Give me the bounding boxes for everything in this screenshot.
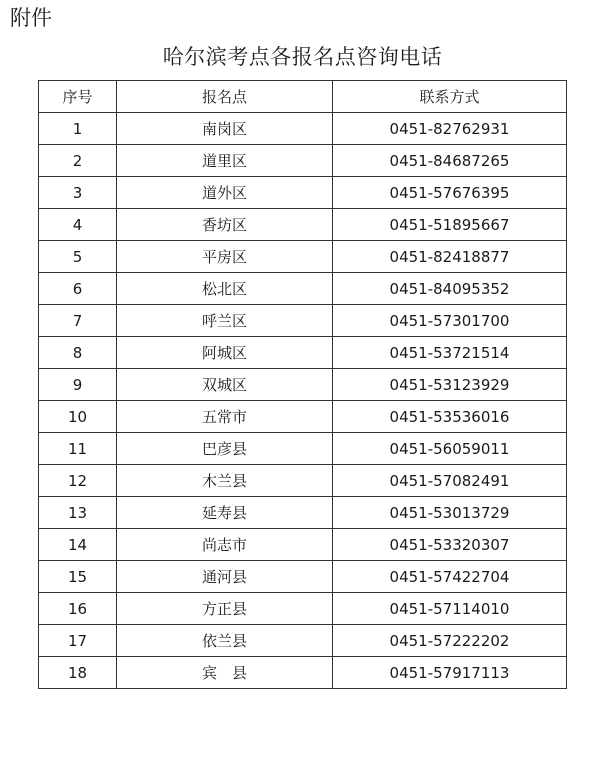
table-body (39, 113, 567, 689)
row-number: 10 (39, 401, 117, 433)
row-number: 2 (39, 145, 117, 177)
row-number: 11 (39, 433, 117, 465)
table-row (39, 465, 567, 497)
registration-site: 方正县 (117, 593, 333, 625)
phone-number: 0451-53536016 (333, 401, 567, 433)
registration-site: 尚志市 (117, 529, 333, 561)
registration-site: 香坊区 (117, 209, 333, 241)
registration-site: 松北区 (117, 273, 333, 305)
table-row (39, 113, 567, 145)
registration-site: 延寿县 (117, 497, 333, 529)
row-number: 4 (39, 209, 117, 241)
table-row (39, 209, 567, 241)
registration-site: 阿城区 (117, 337, 333, 369)
phone-number: 0451-53013729 (333, 497, 567, 529)
phone-number: 0451-57301700 (333, 305, 567, 337)
registration-site: 依兰县 (117, 625, 333, 657)
table-row (39, 273, 567, 305)
row-number: 17 (39, 625, 117, 657)
registration-site: 宾 县 (117, 657, 333, 689)
phone-number: 0451-53721514 (333, 337, 567, 369)
phone-number: 0451-57676395 (333, 177, 567, 209)
row-number: 16 (39, 593, 117, 625)
table-row (39, 497, 567, 529)
phone-number: 0451-56059011 (333, 433, 567, 465)
row-number: 18 (39, 657, 117, 689)
registration-site: 木兰县 (117, 465, 333, 497)
contact-table (38, 80, 567, 689)
registration-site: 五常市 (117, 401, 333, 433)
table-header-row (39, 81, 567, 113)
phone-number: 0451-57222202 (333, 625, 567, 657)
row-number: 9 (39, 369, 117, 401)
registration-site: 平房区 (117, 241, 333, 273)
table-row (39, 593, 567, 625)
row-number: 15 (39, 561, 117, 593)
phone-number: 0451-57082491 (333, 465, 567, 497)
table-row (39, 369, 567, 401)
phone-number: 0451-57114010 (333, 593, 567, 625)
row-number: 13 (39, 497, 117, 529)
table-row (39, 433, 567, 465)
phone-number: 0451-57917113 (333, 657, 567, 689)
registration-site: 南岗区 (117, 113, 333, 145)
attachment-label: 附件 (10, 6, 52, 30)
table-row (39, 561, 567, 593)
phone-number: 0451-53320307 (333, 529, 567, 561)
registration-site: 道里区 (117, 145, 333, 177)
phone-number: 0451-53123929 (333, 369, 567, 401)
registration-site: 巴彦县 (117, 433, 333, 465)
row-number: 3 (39, 177, 117, 209)
phone-number: 0451-84687265 (333, 145, 567, 177)
row-number: 5 (39, 241, 117, 273)
table-row (39, 177, 567, 209)
phone-number: 0451-84095352 (333, 273, 567, 305)
column-header-contact: 联系方式 (333, 81, 567, 113)
row-number: 1 (39, 113, 117, 145)
table-row (39, 625, 567, 657)
row-number: 14 (39, 529, 117, 561)
table-row (39, 401, 567, 433)
row-number: 7 (39, 305, 117, 337)
row-number: 12 (39, 465, 117, 497)
document-title: 哈尔滨考点各报名点咨询电话 (162, 45, 443, 69)
registration-site: 呼兰区 (117, 305, 333, 337)
column-header-number: 序号 (39, 81, 117, 113)
row-number: 6 (39, 273, 117, 305)
row-number: 8 (39, 337, 117, 369)
phone-number: 0451-82418877 (333, 241, 567, 273)
table-row (39, 657, 567, 689)
table-row (39, 337, 567, 369)
phone-number: 0451-51895667 (333, 209, 567, 241)
phone-number: 0451-82762931 (333, 113, 567, 145)
table-row (39, 145, 567, 177)
registration-site: 通河县 (117, 561, 333, 593)
phone-number: 0451-57422704 (333, 561, 567, 593)
column-header-site: 报名点 (117, 81, 333, 113)
registration-site: 双城区 (117, 369, 333, 401)
table-row (39, 305, 567, 337)
table-row (39, 529, 567, 561)
registration-site: 道外区 (117, 177, 333, 209)
table-row (39, 241, 567, 273)
